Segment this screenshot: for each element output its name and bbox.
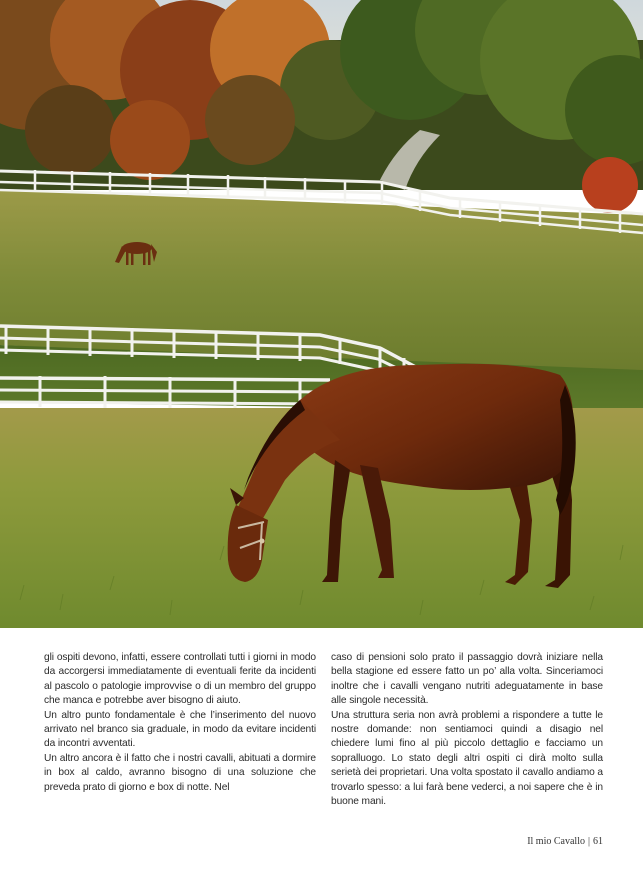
page-footer <box>527 836 603 847</box>
right-column <box>331 651 603 809</box>
page-number: 61 <box>593 836 603 847</box>
footer-separator: | <box>587 836 590 847</box>
paragraph: gli ospiti devono, infatti, essere controllati tutti i giorni in modo da accorgersi immediatamente di eventuali ferite da incidenti al pascolo o patologie improvvise o di un membro del gruppo che manca e potrebbe aver bisogno di aiuto. <box>44 652 316 707</box>
article-body <box>44 651 604 821</box>
left-column <box>44 651 316 795</box>
magazine-name: Il mio Cavallo <box>527 836 585 847</box>
paragraph: Una struttura seria non avrà problemi a rispondere a tutte le nostre domande: non sentiamoci quindi a disagio nel chiedere lumi fino al più piccolo dettaglio e facciamo un sopralluogo. Lo stato degli altri ospiti ci dirà molto sulla serietà dei proprietari. Una volta spostato il cavallo andiamo a trovarlo spesso: a lui farà bene vederci, a noi sapere che è in buone mani. <box>331 709 603 808</box>
paragraph: caso di pensioni solo prato il passaggio dovrà iniziare nella bella stagione ed essere fatto un po’ alla volta. Sinceriamoci inoltre che i cavalli vengano nutriti adeguatamente in base alle singole necessità. <box>331 652 603 707</box>
paragraph: Un altro ancora è il fatto che i nostri cavalli, abituati a dormire in box al caldo, avranno bisogno di una soluzione che preveda prato di giorno e box di notte. Nel <box>44 752 316 793</box>
paragraph: Un altro punto fondamentale è che l’inserimento del nuovo arrivato nel branco sia graduale, in modo da evitare incidenti da incontri avventati. <box>44 709 316 750</box>
